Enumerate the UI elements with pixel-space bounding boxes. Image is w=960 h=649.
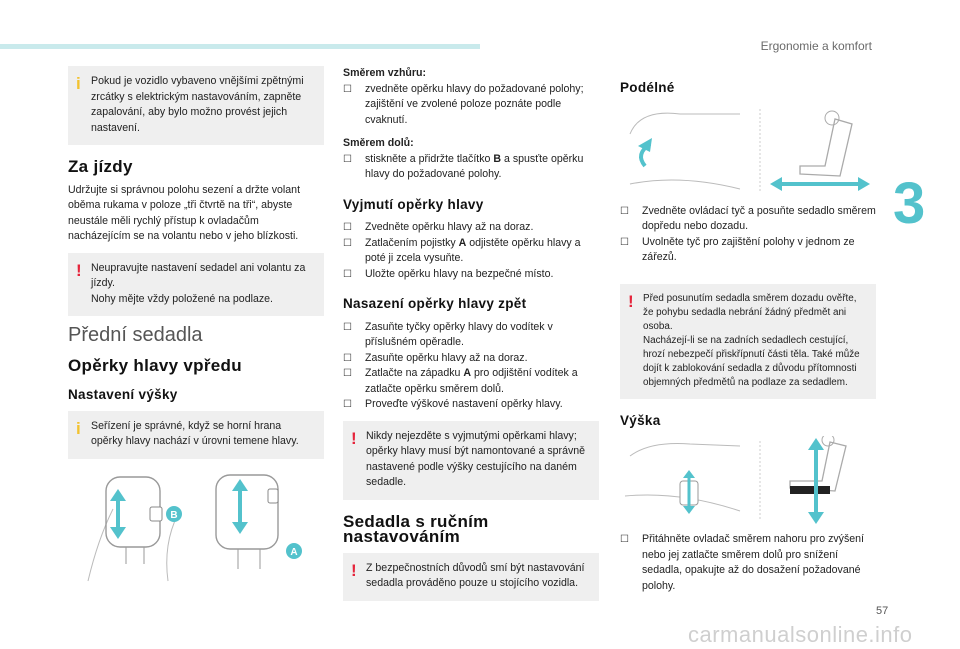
list-item: ☐ Zvedněte opěrku hlavy až na doraz. bbox=[343, 220, 599, 236]
arrow-up-down-icon bbox=[232, 479, 248, 534]
warning-line: Nohy mějte vždy položené na podlaze. bbox=[91, 292, 273, 305]
list-item: ☐ Přitáhněte ovladač směrem nahoru pro zvýšení nebo jej zatlačte směrem dolů pro snížení sedadla, opakujte až do dosažení požadované polohy. bbox=[620, 532, 876, 594]
key-a: A bbox=[458, 236, 467, 249]
warning-icon: ! bbox=[351, 428, 357, 448]
heading-height: Výška bbox=[620, 412, 661, 428]
seat-outline bbox=[800, 119, 852, 176]
list-item: ☐ Proveďte výškové nastavení opěrky hlavy. bbox=[343, 397, 599, 413]
list-item bbox=[343, 366, 599, 397]
section-title: Přední sedadla bbox=[68, 324, 203, 346]
heading-remove: Vyjmutí opěrky hlavy bbox=[343, 196, 484, 212]
warning-seat-adjust bbox=[68, 253, 324, 317]
warning-safety bbox=[343, 553, 599, 601]
page-number: 57 bbox=[876, 605, 889, 617]
warning-icon: ! bbox=[351, 560, 357, 580]
heading-refit: Nasazení opěrky hlavy zpět bbox=[343, 296, 527, 311]
item-text: odjistěte opěrku hlavy a poté ji zcela vysuňte. bbox=[365, 236, 581, 264]
list-up bbox=[343, 82, 599, 129]
heading-driving: Za jízdy bbox=[68, 157, 133, 176]
warning-move-seat bbox=[620, 284, 876, 399]
list-remove bbox=[343, 220, 599, 282]
list-item: ☐ Uvolněte tyč pro zajištění polohy v jednom ze zářezů. bbox=[620, 235, 876, 266]
list-item: ☐ Zasuňte tyčky opěrky hlavy do vodítek v příslušném opěradle. bbox=[343, 320, 599, 351]
label-down: Směrem dolů: bbox=[343, 137, 414, 149]
chapter-title: Ergonomie a komfort bbox=[760, 39, 872, 53]
list-longitudinal bbox=[620, 204, 876, 266]
headrest-right bbox=[216, 475, 278, 549]
seat-longitudinal-illustration bbox=[620, 104, 870, 196]
list-item: ☐ Zvedněte ovládací tyč a posuňte sedadlo směrem dopředu nebo dozadu. bbox=[620, 204, 876, 235]
label-up: Směrem vzhůru: bbox=[343, 67, 427, 79]
key-a: A bbox=[463, 367, 472, 379]
warning-text: Z bezpečnostních důvodů smí být nastavování sedadla prováděno pouze u stojícího vozidla. bbox=[366, 561, 585, 589]
warning-no-headrests bbox=[343, 421, 599, 500]
item-text: pro odjištění vodítek a zatlačte opěrku směrem dolů. bbox=[365, 367, 578, 395]
list-down bbox=[343, 152, 599, 183]
heading-headrests: Opěrky hlavy vpředu bbox=[68, 355, 242, 375]
seat-height-illustration bbox=[620, 436, 870, 524]
warning-line: Neupravujte nastavení sedadel ani volantu za jízdy. bbox=[91, 261, 306, 289]
label-b: B bbox=[170, 509, 178, 521]
list-item: ☐ Zasuňte opěrku hlavy až na doraz. bbox=[343, 351, 599, 367]
list-item: ☐ Uložte opěrku hlavy na bezpečné místo. bbox=[343, 267, 599, 283]
arrow-up-down-icon bbox=[110, 489, 126, 539]
list-item bbox=[343, 152, 599, 183]
arrow-left-right-icon bbox=[770, 177, 870, 191]
curved-arrow-icon bbox=[638, 138, 652, 166]
list-refit bbox=[343, 320, 599, 413]
item-text: a spusťte opěrku hlavy do požadované polohy. bbox=[365, 152, 584, 180]
chapter-number: 3 bbox=[893, 171, 926, 236]
column-right bbox=[620, 66, 876, 602]
column-left bbox=[68, 66, 324, 592]
info-note-height bbox=[68, 411, 324, 459]
item-text: Zatlačením pojistky bbox=[365, 236, 456, 249]
button-b-shape bbox=[150, 507, 162, 521]
label-a: A bbox=[290, 546, 298, 558]
item-text: Zatlačte na západku bbox=[365, 367, 461, 379]
note-text: Pokud je vozidlo vybaveno vnějšími zpětnými zrcátky s elektrickým nastavováním, zapněte zapalování, aby bylo možno provést jejich nastavení. bbox=[91, 75, 304, 134]
key-b: B bbox=[493, 152, 502, 165]
warning-icon: ! bbox=[628, 291, 634, 311]
list-height bbox=[620, 532, 876, 594]
warning-icon: ! bbox=[76, 260, 82, 280]
list-item bbox=[343, 236, 599, 267]
headrest-illustration bbox=[68, 469, 318, 584]
driving-paragraph: Udržujte si správnou polohu sezení a držte volant oběma rukama v poloze „tři čtvrtě na tři“, abyste neustále měli rychlý přístup k ovladačům nacházejícím se na volantu nebo v jeho blízkosti. bbox=[68, 183, 301, 242]
info-icon: i bbox=[76, 418, 81, 438]
warning-text: Nikdy nejezděte s vyjmutými opěrkami hlavy; opěrky hlavy musí být namontované a správně nastavené podle výšky cestujícího na daném sedadle. bbox=[366, 429, 586, 488]
warning-text: Před posunutím sedadla směrem dozadu ověřte, že pohybu sedadla nebrání žádný předmět ani osoba. Nacházejí-li se na zadních sedadlech cestující, hrozí nebezpečí přiskřípnutí části těla. Také může dojít k zablokování sedadla z důvodu přítomnosti objemných předmětů na podlaze za sedadlem. bbox=[643, 292, 860, 388]
note-text: Seřízení je správné, když se horní hrana opěrky hlavy nachází v úrovni temene hlavy. bbox=[91, 419, 299, 447]
info-icon: i bbox=[76, 74, 81, 93]
info-note-mirrors bbox=[68, 66, 324, 145]
heading-height-adjust: Nastavení výšky bbox=[68, 387, 178, 402]
list-item: ☐ zvedněte opěrku hlavy do požadované polohy; zajištění ve zvolené poloze poznáte podle cvaknutí. bbox=[343, 82, 599, 129]
heading-manual-seats: Sedadla s ručním nastavováním bbox=[343, 511, 489, 546]
item-text: stiskněte a přidržte tlačítko bbox=[365, 152, 491, 165]
column-middle bbox=[343, 66, 599, 611]
watermark: carmanualsonline.info bbox=[688, 622, 913, 647]
heading-longitudinal: Podélné bbox=[620, 80, 675, 95]
header-accent-bar bbox=[0, 44, 480, 49]
